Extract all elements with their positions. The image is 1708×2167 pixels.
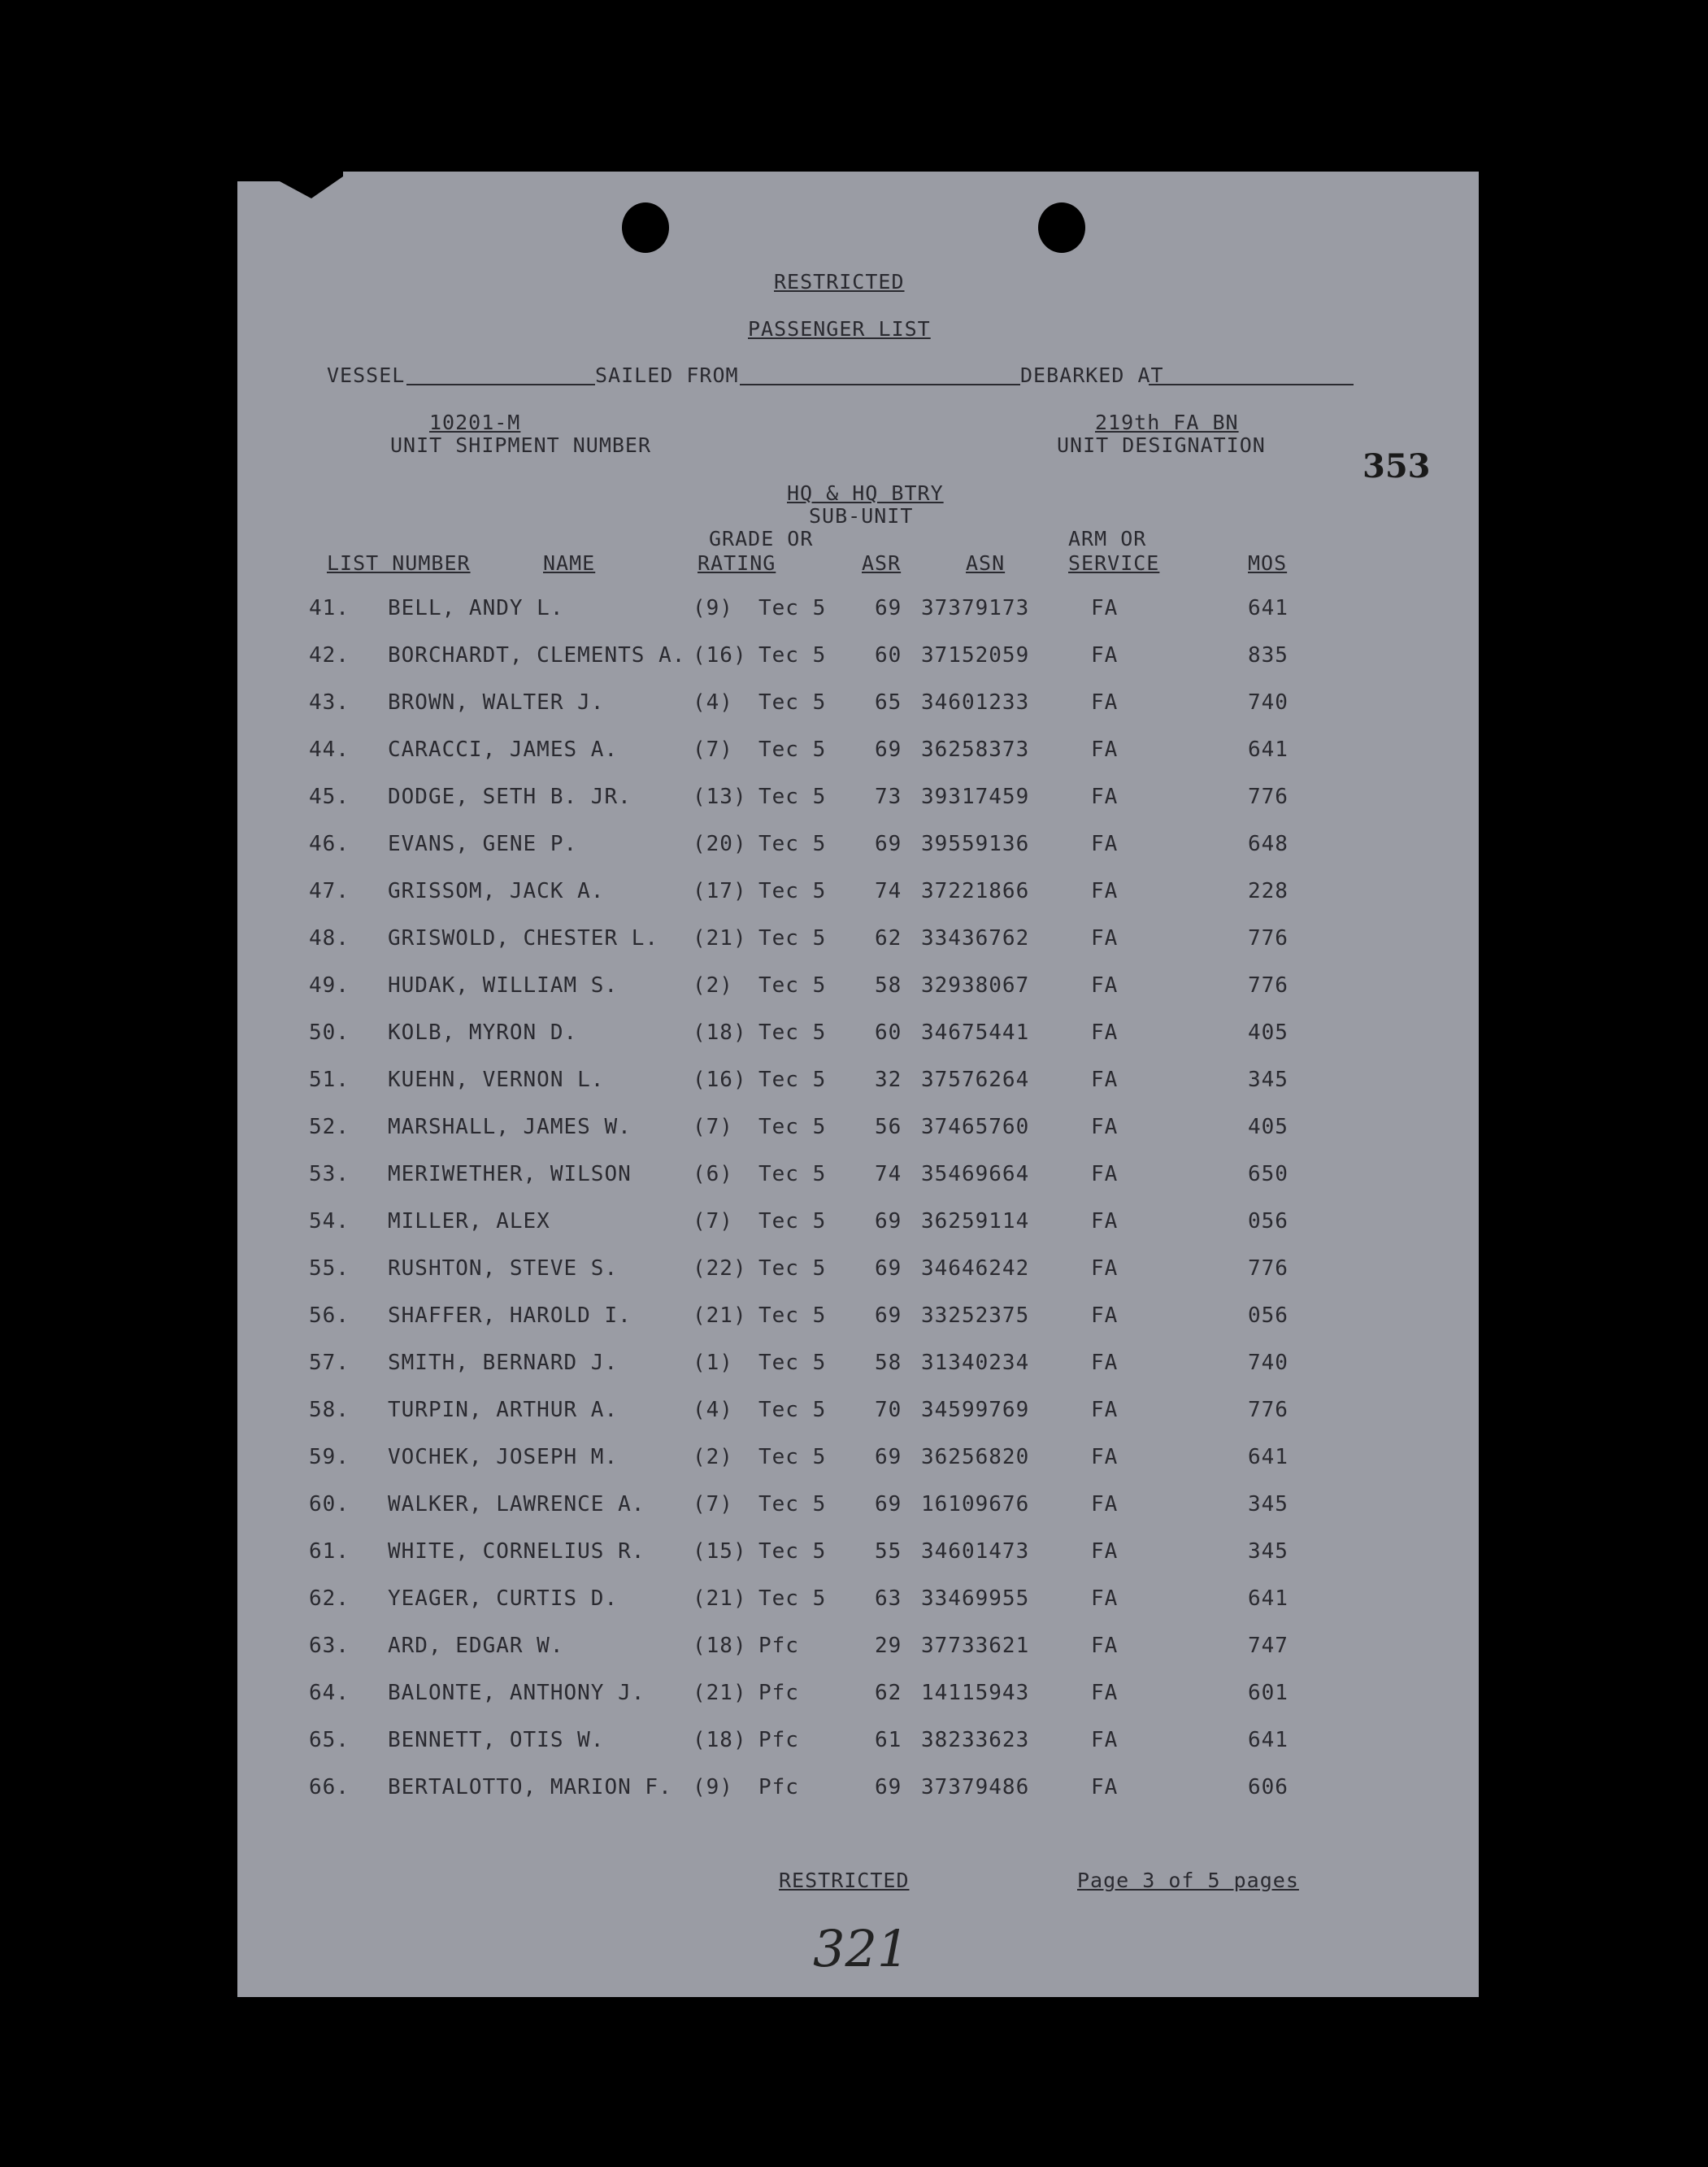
grade-code: (7): [693, 1492, 733, 1516]
grade-code: (21): [693, 1681, 747, 1705]
grade-code: (15): [693, 1539, 747, 1564]
asn: 39317459: [921, 785, 1030, 809]
passenger-name: GRISSOM, JACK A.: [388, 879, 605, 903]
asn: 34601473: [921, 1539, 1030, 1564]
asn: 37221866: [921, 879, 1030, 903]
grade-code: (9): [693, 596, 733, 620]
passenger-name: MERIWETHER, WILSON: [388, 1162, 632, 1186]
table-row: [0, 1586, 1708, 1619]
unit-designation: 219th FA BN: [1095, 411, 1239, 434]
grade-code: (7): [693, 1209, 733, 1234]
passenger-name: KUEHN, VERNON L.: [388, 1068, 605, 1092]
table-row: [0, 1728, 1708, 1760]
table-row: [0, 596, 1708, 629]
table-row: [0, 1209, 1708, 1242]
grade: Tec 5: [758, 1209, 827, 1234]
asr: 69: [875, 1775, 902, 1799]
passenger-name: HUDAK, WILLIAM S.: [388, 973, 619, 998]
asr: 69: [875, 738, 902, 762]
asr: 74: [875, 879, 902, 903]
mos: 641: [1248, 738, 1289, 762]
asr: 29: [875, 1634, 902, 1658]
asn: 34675441: [921, 1020, 1030, 1045]
mos: 740: [1248, 1351, 1289, 1375]
grade-code: (16): [693, 643, 747, 668]
list-number: 48.: [309, 926, 350, 951]
mos: 776: [1248, 973, 1289, 998]
passenger-name: KOLB, MYRON D.: [388, 1020, 578, 1045]
table-row: [0, 1068, 1708, 1100]
table-row: [0, 973, 1708, 1006]
table-row: [0, 926, 1708, 959]
grade-code: (21): [693, 926, 747, 951]
col-grade-line2: RATING: [698, 551, 776, 575]
grade-code: (17): [693, 879, 747, 903]
asn: 37576264: [921, 1068, 1030, 1092]
list-number: 60.: [309, 1492, 350, 1516]
list-number: 43.: [309, 690, 350, 715]
grade-code: (16): [693, 1068, 747, 1092]
grade-code: (18): [693, 1728, 747, 1752]
col-arm-line1: ARM OR: [1068, 527, 1147, 550]
list-number: 62.: [309, 1586, 350, 1611]
grade: Tec 5: [758, 1068, 827, 1092]
grade: Tec 5: [758, 1445, 827, 1469]
punch-hole-right: [1038, 202, 1085, 253]
arm-service: FA: [1091, 1775, 1119, 1799]
mos: 641: [1248, 1586, 1289, 1611]
asn: 35469664: [921, 1162, 1030, 1186]
asn: 37465760: [921, 1115, 1030, 1139]
table-row: [0, 1681, 1708, 1713]
table-row: [0, 879, 1708, 912]
grade: Tec 5: [758, 643, 827, 668]
asn: 37379486: [921, 1775, 1030, 1799]
grade: Tec 5: [758, 1351, 827, 1375]
asn: 34646242: [921, 1256, 1030, 1281]
arm-service: FA: [1091, 879, 1119, 903]
grade: Tec 5: [758, 1115, 827, 1139]
asr: 74: [875, 1162, 902, 1186]
mos: 776: [1248, 785, 1289, 809]
table-row: [0, 1539, 1708, 1572]
table-row: [0, 1351, 1708, 1383]
arm-service: FA: [1091, 1398, 1119, 1422]
col-asr: ASR: [862, 551, 902, 575]
document-title: PASSENGER LIST: [748, 317, 931, 341]
torn-corner: [237, 172, 343, 220]
asr: 69: [875, 596, 902, 620]
asr: 32: [875, 1068, 902, 1092]
col-list-number: LIST NUMBER: [327, 551, 471, 575]
grade: Tec 5: [758, 738, 827, 762]
grade-code: (2): [693, 973, 733, 998]
grade-code: (6): [693, 1162, 733, 1186]
table-row: [0, 1445, 1708, 1477]
arm-service: FA: [1091, 1351, 1119, 1375]
grade: Tec 5: [758, 1020, 827, 1045]
asn: 14115943: [921, 1681, 1030, 1705]
table-row: [0, 1634, 1708, 1666]
grade: Tec 5: [758, 832, 827, 856]
mos: 405: [1248, 1115, 1289, 1139]
passenger-name: EVANS, GENE P.: [388, 832, 578, 856]
arm-service: FA: [1091, 1256, 1119, 1281]
passenger-name: RUSHTON, STEVE S.: [388, 1256, 619, 1281]
asn: 37733621: [921, 1634, 1030, 1658]
table-row: [0, 1303, 1708, 1336]
grade-code: (22): [693, 1256, 747, 1281]
grade: Tec 5: [758, 1398, 827, 1422]
list-number: 53.: [309, 1162, 350, 1186]
list-number: 54.: [309, 1209, 350, 1234]
mos: 776: [1248, 1256, 1289, 1281]
mos: 601: [1248, 1681, 1289, 1705]
page-info: Page 3 of 5 pages: [1077, 1869, 1299, 1892]
passenger-name: WHITE, CORNELIUS R.: [388, 1539, 645, 1564]
mos: 648: [1248, 832, 1289, 856]
list-number: 42.: [309, 643, 350, 668]
mos: 747: [1248, 1634, 1289, 1658]
table-row: [0, 738, 1708, 770]
asr: 69: [875, 832, 902, 856]
grade-code: (9): [693, 1775, 733, 1799]
asn: 16109676: [921, 1492, 1030, 1516]
grade-code: (4): [693, 1398, 733, 1422]
mos: 650: [1248, 1162, 1289, 1186]
grade: Pfc: [758, 1681, 799, 1705]
list-number: 65.: [309, 1728, 350, 1752]
list-number: 57.: [309, 1351, 350, 1375]
grade-code: (4): [693, 690, 733, 715]
list-number: 52.: [309, 1115, 350, 1139]
debarked-at-label: DEBARKED AT: [1020, 363, 1164, 387]
arm-service: FA: [1091, 596, 1119, 620]
grade: Pfc: [758, 1728, 799, 1752]
passenger-name: BERTALOTTO, MARION F.: [388, 1775, 672, 1799]
handwritten-number: 321: [813, 1919, 910, 1978]
grade: Tec 5: [758, 1539, 827, 1564]
grade: Tec 5: [758, 973, 827, 998]
table-row: [0, 1115, 1708, 1147]
passenger-name: WALKER, LAWRENCE A.: [388, 1492, 645, 1516]
mos: 776: [1248, 926, 1289, 951]
list-number: 58.: [309, 1398, 350, 1422]
arm-service: FA: [1091, 1634, 1119, 1658]
asr: 58: [875, 1351, 902, 1375]
asn: 33436762: [921, 926, 1030, 951]
sub-unit-label: SUB-UNIT: [809, 504, 914, 528]
list-number: 61.: [309, 1539, 350, 1564]
mos: 056: [1248, 1303, 1289, 1328]
asn: 36258373: [921, 738, 1030, 762]
unit-designation-label: UNIT DESIGNATION: [1057, 433, 1266, 457]
asr: 69: [875, 1256, 902, 1281]
grade-code: (20): [693, 832, 747, 856]
list-number: 44.: [309, 738, 350, 762]
asn: 31340234: [921, 1351, 1030, 1375]
list-number: 51.: [309, 1068, 350, 1092]
grade-code: (2): [693, 1445, 733, 1469]
col-asn: ASN: [966, 551, 1006, 575]
list-number: 46.: [309, 832, 350, 856]
mos: 835: [1248, 643, 1289, 668]
grade: Pfc: [758, 1775, 799, 1799]
table-row: [0, 1398, 1708, 1430]
arm-service: FA: [1091, 1539, 1119, 1564]
vessel-blank: [406, 384, 595, 385]
asn: 32938067: [921, 973, 1030, 998]
arm-service: FA: [1091, 785, 1119, 809]
asr: 69: [875, 1445, 902, 1469]
asr: 55: [875, 1539, 902, 1564]
grade: Tec 5: [758, 690, 827, 715]
grade-code: (21): [693, 1586, 747, 1611]
mos: 345: [1248, 1068, 1289, 1092]
col-grade-line1: GRADE OR: [709, 527, 814, 550]
grade: Pfc: [758, 1634, 799, 1658]
list-number: 47.: [309, 879, 350, 903]
arm-service: FA: [1091, 1445, 1119, 1469]
passenger-name: MARSHALL, JAMES W.: [388, 1115, 632, 1139]
grade-code: (18): [693, 1020, 747, 1045]
arm-service: FA: [1091, 738, 1119, 762]
grade-code: (7): [693, 1115, 733, 1139]
table-row: [0, 1775, 1708, 1808]
mos: 345: [1248, 1492, 1289, 1516]
list-number: 50.: [309, 1020, 350, 1045]
passenger-name: BELL, ANDY L.: [388, 596, 564, 620]
passenger-name: BENNETT, OTIS W.: [388, 1728, 605, 1752]
grade: Tec 5: [758, 596, 827, 620]
grade: Tec 5: [758, 926, 827, 951]
passenger-name: BROWN, WALTER J.: [388, 690, 605, 715]
passenger-name: SMITH, BERNARD J.: [388, 1351, 619, 1375]
arm-service: FA: [1091, 1162, 1119, 1186]
passenger-name: ARD, EDGAR W.: [388, 1634, 564, 1658]
asr: 62: [875, 926, 902, 951]
list-number: 59.: [309, 1445, 350, 1469]
page-stamp-number: 353: [1362, 447, 1431, 485]
grade-code: (13): [693, 785, 747, 809]
asr: 73: [875, 785, 902, 809]
asn: 37379173: [921, 596, 1030, 620]
list-number: 49.: [309, 973, 350, 998]
grade: Tec 5: [758, 785, 827, 809]
mos: 405: [1248, 1020, 1289, 1045]
mos: 345: [1248, 1539, 1289, 1564]
arm-service: FA: [1091, 1068, 1119, 1092]
passenger-name: GRISWOLD, CHESTER L.: [388, 926, 659, 951]
arm-service: FA: [1091, 1209, 1119, 1234]
mos: 056: [1248, 1209, 1289, 1234]
asr: 58: [875, 973, 902, 998]
list-number: 41.: [309, 596, 350, 620]
asn: 33469955: [921, 1586, 1030, 1611]
arm-service: FA: [1091, 1492, 1119, 1516]
passenger-name: YEAGER, CURTIS D.: [388, 1586, 619, 1611]
grade-code: (7): [693, 738, 733, 762]
passenger-name: BALONTE, ANTHONY J.: [388, 1681, 645, 1705]
mos: 776: [1248, 1398, 1289, 1422]
passenger-name: MILLER, ALEX: [388, 1209, 550, 1234]
grade: Tec 5: [758, 1586, 827, 1611]
list-number: 63.: [309, 1634, 350, 1658]
classification-top: RESTRICTED: [774, 270, 905, 294]
table-row: [0, 1256, 1708, 1289]
mos: 641: [1248, 1728, 1289, 1752]
asr: 70: [875, 1398, 902, 1422]
grade: Tec 5: [758, 879, 827, 903]
asr: 69: [875, 1492, 902, 1516]
asr: 61: [875, 1728, 902, 1752]
passenger-name: DODGE, SETH B. JR.: [388, 785, 632, 809]
asr: 69: [875, 1209, 902, 1234]
sailed-from-label: SAILED FROM: [595, 363, 739, 387]
mos: 606: [1248, 1775, 1289, 1799]
asn: 34601233: [921, 690, 1030, 715]
asn: 36259114: [921, 1209, 1030, 1234]
arm-service: FA: [1091, 1586, 1119, 1611]
passenger-name: BORCHARDT, CLEMENTS A.: [388, 643, 686, 668]
grade: Tec 5: [758, 1303, 827, 1328]
asn: 36256820: [921, 1445, 1030, 1469]
arm-service: FA: [1091, 1115, 1119, 1139]
grade-code: (1): [693, 1351, 733, 1375]
asr: 56: [875, 1115, 902, 1139]
asn: 38233623: [921, 1728, 1030, 1752]
table-row: [0, 1020, 1708, 1053]
mos: 641: [1248, 1445, 1289, 1469]
asr: 69: [875, 1303, 902, 1328]
asn: 34599769: [921, 1398, 1030, 1422]
table-row: [0, 832, 1708, 864]
table-row: [0, 785, 1708, 817]
passenger-name: TURPIN, ARTHUR A.: [388, 1398, 619, 1422]
col-name: NAME: [543, 551, 596, 575]
passenger-name: SHAFFER, HAROLD I.: [388, 1303, 632, 1328]
col-mos: MOS: [1248, 551, 1288, 575]
arm-service: FA: [1091, 832, 1119, 856]
grade: Tec 5: [758, 1162, 827, 1186]
list-number: 64.: [309, 1681, 350, 1705]
mos: 228: [1248, 879, 1289, 903]
list-number: 55.: [309, 1256, 350, 1281]
asn: 33252375: [921, 1303, 1030, 1328]
arm-service: FA: [1091, 1681, 1119, 1705]
list-number: 66.: [309, 1775, 350, 1799]
table-row: [0, 643, 1708, 676]
passenger-name: CARACCI, JAMES A.: [388, 738, 619, 762]
debarked-at-blank: [1149, 384, 1354, 385]
arm-service: FA: [1091, 926, 1119, 951]
table-row: [0, 690, 1708, 723]
arm-service: FA: [1091, 1020, 1119, 1045]
unit-shipment-number: 10201-M: [429, 411, 521, 434]
asr: 63: [875, 1586, 902, 1611]
arm-service: FA: [1091, 1303, 1119, 1328]
list-number: 45.: [309, 785, 350, 809]
mos: 641: [1248, 596, 1289, 620]
arm-service: FA: [1091, 973, 1119, 998]
grade-code: (18): [693, 1634, 747, 1658]
asr: 65: [875, 690, 902, 715]
grade-code: (21): [693, 1303, 747, 1328]
table-row: [0, 1492, 1708, 1525]
arm-service: FA: [1091, 690, 1119, 715]
unit-shipment-number-label: UNIT SHIPMENT NUMBER: [390, 433, 652, 457]
col-arm-line2: SERVICE: [1068, 551, 1160, 575]
sailed-from-blank: [740, 384, 1020, 385]
list-number: 56.: [309, 1303, 350, 1328]
arm-service: FA: [1091, 1728, 1119, 1752]
asr: 62: [875, 1681, 902, 1705]
classification-bottom: RESTRICTED: [779, 1869, 910, 1892]
asn: 37152059: [921, 643, 1030, 668]
passenger-name: VOCHEK, JOSEPH M.: [388, 1445, 619, 1469]
asn: 39559136: [921, 832, 1030, 856]
mos: 740: [1248, 690, 1289, 715]
asr: 60: [875, 643, 902, 668]
grade: Tec 5: [758, 1256, 827, 1281]
arm-service: FA: [1091, 643, 1119, 668]
grade: Tec 5: [758, 1492, 827, 1516]
sub-unit: HQ & HQ BTRY: [787, 481, 944, 505]
table-row: [0, 1162, 1708, 1194]
vessel-label: VESSEL: [327, 363, 406, 387]
punch-hole-left: [622, 202, 669, 253]
asr: 60: [875, 1020, 902, 1045]
